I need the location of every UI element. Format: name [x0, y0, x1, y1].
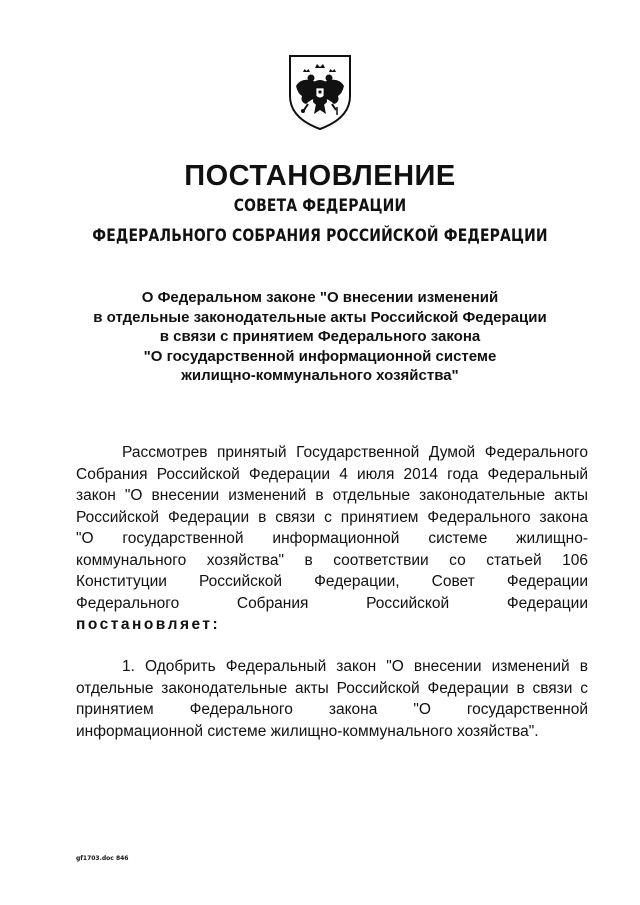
subject-line: "О государственной информационной системе [143, 347, 497, 365]
body-line: "О государственной информационной системе жилищно- [76, 530, 588, 547]
body-line: Федерального Собрания Российской Федерации [76, 594, 588, 612]
paragraph-considering [76, 442, 588, 636]
body-line: информационной системе жилищно-коммунального хозяйства". [76, 722, 539, 740]
resolves-word: постановляет: [76, 616, 221, 633]
body-line: Рассмотрев принятый Государственной Думой Федерального [122, 444, 588, 461]
subject-line: О Федеральном законе "О внесении изменений [141, 289, 499, 306]
issuer-line-1: СОВЕТА ФЕДЕРАЦИИ [233, 196, 407, 216]
subject-line: жилищно-коммунального хозяйства" [181, 367, 459, 384]
file-reference: gf1703.doc 846 [76, 855, 129, 862]
body-line: 1. Одобрить Федеральный закон "О внесении изменений в [122, 658, 588, 675]
subject-line: в связи с принятием Федерального закона [159, 328, 481, 345]
coat-of-arms-icon [286, 52, 354, 132]
subject-line: в отдельные законодательные акты Российской Федерации [93, 308, 547, 326]
paragraph-item-1 [76, 656, 588, 742]
issuer-line-2: ФЕДЕРАЛЬНОГО СОБРАНИЯ РОССИЙСКОЙ ФЕДЕРАЦИИ [92, 226, 548, 246]
subject-heading [60, 288, 580, 386]
body-line: закон "О внесении изменений в отдельные законодательные акты [76, 487, 588, 504]
body-line: коммунального хозяйства" в соответствии со статьей 106 [76, 551, 588, 569]
body-line: принятием Федерального закона "О государственной [76, 701, 588, 718]
body-line: Российской Федерации в связи с принятием Федерального закона [76, 508, 588, 526]
document-title: ПОСТАНОВЛЕНИЕ [184, 160, 456, 192]
body-line: Собрания Российской Федерации 4 июля 2014 года Федеральный [76, 465, 588, 483]
body-line: Конституции Российской Федерации, Совет Федерации [76, 573, 588, 590]
body-line: отдельные законодательные акты Российской Федерации в связи с [76, 679, 588, 697]
